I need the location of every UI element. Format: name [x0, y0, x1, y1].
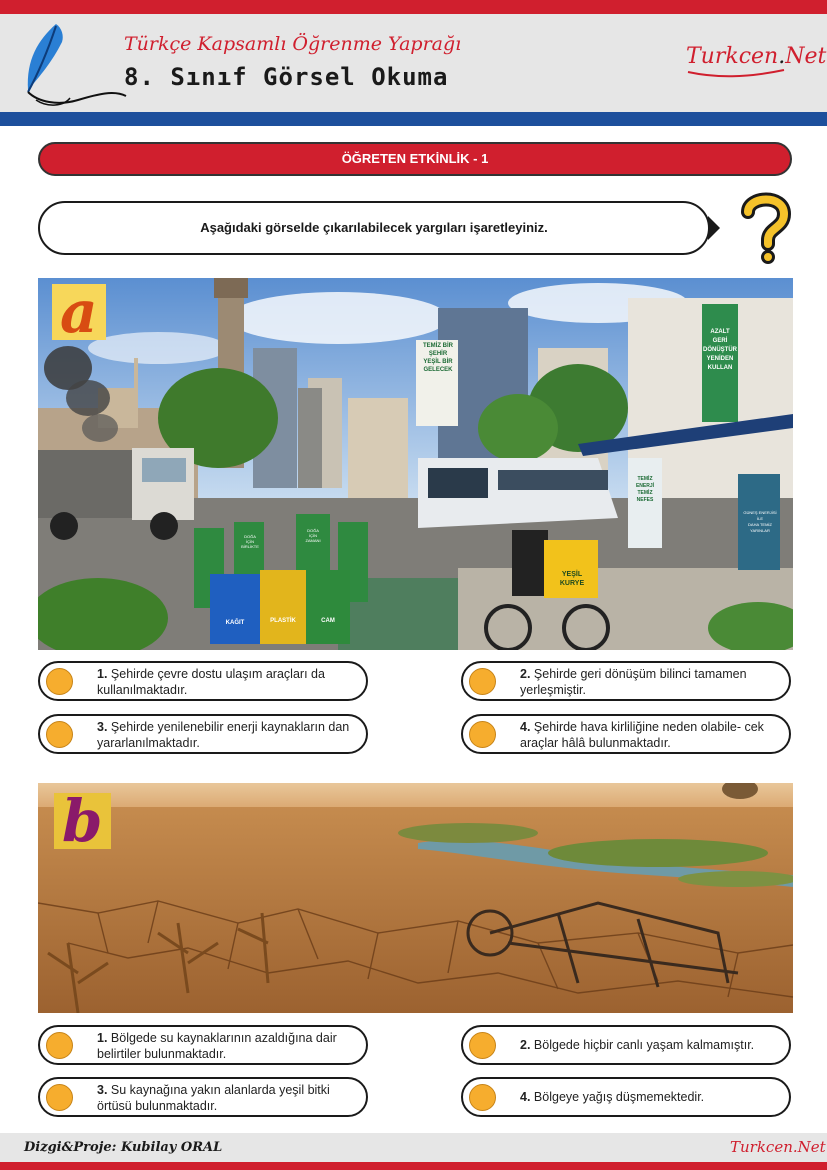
- answer-bubble[interactable]: [46, 1084, 73, 1111]
- sign-line: GELECEK: [423, 367, 453, 373]
- statement-number: 1.: [97, 667, 108, 681]
- bin-glass-label: CAM: [321, 618, 335, 624]
- shirt-1-print: [236, 534, 264, 549]
- shirt-2-print: [298, 528, 328, 543]
- statement-body: Şehirde çevre dostu ulaşım araçları da kullanılmaktadır.: [97, 667, 325, 697]
- statement-a-1[interactable]: [38, 661, 368, 701]
- statement-body: Su kaynağına yakın alanlarda yeşil bitki örtüsü bulunmaktadır.: [97, 1083, 330, 1113]
- top-red-stripe: [0, 0, 827, 14]
- statement-body: Şehirde geri dönüşüm bilinci tamamen yerleşmiştir.: [520, 667, 747, 697]
- answer-bubble[interactable]: [469, 668, 496, 695]
- scene-a-letter: a: [52, 284, 106, 340]
- statement-number: 4.: [520, 720, 531, 734]
- statement-body: Bölgede hiçbir canlı yaşam kalmamıştır.: [533, 1038, 755, 1052]
- answer-bubble[interactable]: [469, 1084, 496, 1111]
- statement-number: 4.: [520, 1090, 531, 1104]
- statement-text: [520, 1037, 781, 1053]
- statement-text: [97, 1030, 358, 1062]
- sign-line: GERİ: [712, 338, 728, 344]
- logo-main: Turkcen: [686, 44, 779, 69]
- sign-line: YENİDEN: [706, 356, 734, 362]
- logo-swoosh-icon: [686, 68, 786, 80]
- statement-text: [520, 666, 781, 698]
- bin-paper-label: KAĞIT: [225, 620, 245, 626]
- statement-b-3[interactable]: [38, 1077, 368, 1117]
- logo-suffix: Net: [785, 44, 827, 69]
- statement-a-3[interactable]: [38, 714, 368, 754]
- sign-line: DAHA TEMİZ: [748, 522, 772, 527]
- statement-b-2[interactable]: [461, 1025, 791, 1065]
- statement-text: [520, 719, 781, 751]
- sign-line: TEMİZ: [637, 490, 653, 496]
- logo-dot: .: [778, 44, 786, 69]
- scene-a-city-image: [38, 278, 793, 650]
- statement-body: Şehirde yenilenebilir enerji kaynakların dan yararlanılmaktadır.: [97, 720, 350, 750]
- question-mark-icon: [738, 190, 794, 266]
- statement-number: 2.: [520, 667, 531, 681]
- sign-line: TEMİZ BİR: [423, 343, 453, 349]
- statement-number: 3.: [97, 720, 108, 734]
- feather-quill-icon: [18, 20, 128, 112]
- sign-line: İÇİN: [246, 539, 254, 544]
- sign-line: DÖNÜŞTÜR: [703, 347, 737, 353]
- statement-b-4[interactable]: [461, 1077, 791, 1117]
- statement-a-4[interactable]: [461, 714, 791, 754]
- sign-line: İLE: [756, 516, 763, 521]
- scene-b-drought-image: [38, 783, 793, 1013]
- sign-line: İÇİN: [309, 533, 317, 538]
- statement-text: [97, 719, 358, 751]
- scene-b-letter: b: [54, 793, 111, 849]
- statement-text: [520, 1089, 781, 1105]
- sign-line: YEŞİL: [561, 571, 583, 578]
- solar-poster: [740, 510, 780, 534]
- header-subtitle: Türkçe Kapsamlı Öğrenme Yaprağı: [124, 33, 462, 55]
- statement-body: Şehirde hava kirliliğine neden olabile- cek araçlar hâlâ bulunmaktadır.: [520, 720, 764, 750]
- header-blue-stripe: [0, 112, 827, 126]
- courier-box-label: [548, 570, 596, 588]
- bin-plastic-label: PLASTİK: [270, 618, 296, 624]
- header-title: 8. Sınıf Görsel Okuma: [124, 63, 449, 91]
- sign-line: YARINLAR: [750, 528, 770, 533]
- instruction-arrow-icon: [708, 216, 720, 240]
- stop-poster: [630, 476, 660, 504]
- sign-line: ENERJİ: [635, 483, 655, 489]
- sign-line: TEMİZ: [637, 476, 653, 482]
- answer-bubble[interactable]: [46, 721, 73, 748]
- tower-banner-sign: [702, 328, 738, 373]
- sign-line: KURYE: [559, 580, 585, 587]
- answer-bubble[interactable]: [469, 1032, 496, 1059]
- sign-line: GÜNEŞ ENERJİSİ: [743, 510, 777, 515]
- statement-body: Bölgeye yağış düşmemektedir.: [533, 1090, 705, 1104]
- statement-text: [97, 666, 358, 698]
- sign-line: BİRLİKTE: [241, 544, 259, 549]
- city-illustration: [38, 278, 793, 650]
- answer-bubble[interactable]: [46, 668, 73, 695]
- statement-number: 3.: [97, 1083, 108, 1097]
- sign-line: ZAMANI: [305, 538, 321, 543]
- statement-b-1[interactable]: [38, 1025, 368, 1065]
- sign-line: AZALT: [710, 329, 730, 335]
- billboard-sign: [418, 342, 458, 374]
- site-logo: [686, 44, 826, 69]
- sign-line: DOĞA: [307, 528, 319, 533]
- statement-body: Bölgede su kaynaklarının azaldığına dair belirtiler bulunmaktadır.: [97, 1031, 337, 1061]
- footer-red-stripe: [0, 1162, 827, 1170]
- statement-text: [97, 1082, 358, 1114]
- activity-title-bar: ÖĞRETEN ETKİNLİK - 1: [38, 142, 792, 176]
- sign-line: YEŞİL BİR: [423, 359, 453, 365]
- sign-line: NEFES: [636, 497, 654, 503]
- sign-line: KULLAN: [707, 365, 733, 371]
- statement-a-2[interactable]: [461, 661, 791, 701]
- instruction-box: Aşağıdaki görselde çıkarılabilecek yargıları işaretleyiniz.: [38, 201, 710, 255]
- sign-line: ŞEHİR: [428, 351, 448, 357]
- statement-number: 2.: [520, 1038, 531, 1052]
- footer-credit: Dizgi&Proje: Kubilay ORAL: [24, 1140, 223, 1155]
- drought-illustration: [38, 783, 793, 1013]
- footer-logo: Turkcen.Net: [730, 1138, 826, 1156]
- answer-bubble[interactable]: [46, 1032, 73, 1059]
- statement-number: 1.: [97, 1031, 108, 1045]
- sign-line: DOĞA: [244, 534, 256, 539]
- answer-bubble[interactable]: [469, 721, 496, 748]
